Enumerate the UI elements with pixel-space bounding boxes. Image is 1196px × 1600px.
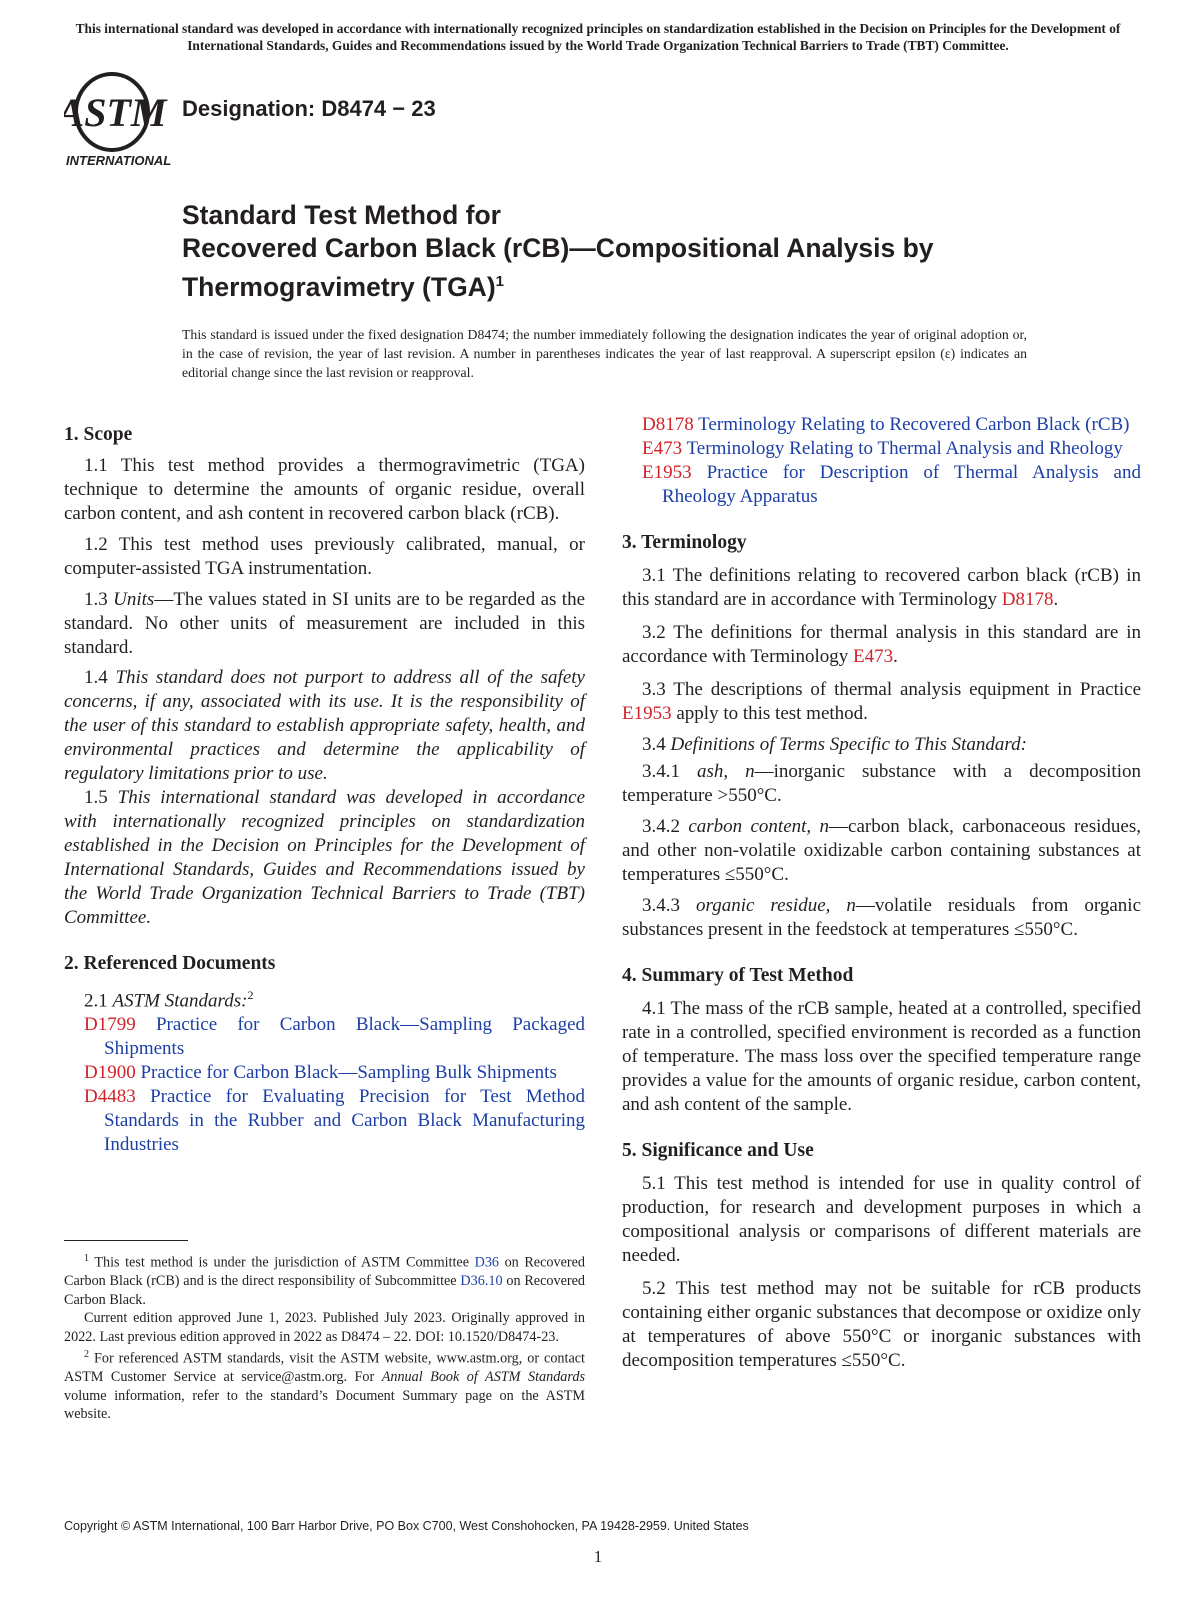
para-3-1-link[interactable]: D8178 xyxy=(1001,589,1054,610)
para-3-4-2-text: —carbon black, carbonaceous residues, and other non-volatile oxidizable carbon containing substances at temperatures ≤550°C. xyxy=(622,816,1141,885)
para-1-4 xyxy=(64,666,585,786)
footnote-2-text: For referenced ASTM standards, visit the ASTM website, www.astm.org, or contact ASTM Customer Service at service@astm.org. For xyxy=(64,1350,585,1386)
para-3-4-2-term: carbon content, n xyxy=(688,816,830,837)
para-2-1-num: 2.1 xyxy=(84,990,113,1012)
para-3-4-1-text: —inorganic substance with a decomposition temperature >550°C. xyxy=(622,761,1141,806)
para-3-2-link[interactable]: E473 xyxy=(853,646,894,667)
para-2-1-term: ASTM Standards: xyxy=(112,990,248,1012)
para-3-4-1-num: 3.4.1 xyxy=(642,761,697,782)
ref-e473[interactable] xyxy=(622,437,1141,461)
ref-code[interactable]: D8178 xyxy=(642,414,694,435)
para-3-2: 3.2 The definitions for thermal analysis in this standard are in accordance with Terminology E473. xyxy=(622,622,1141,667)
ref-title[interactable]: Practice for Carbon Black—Sampling Bulk Shipments xyxy=(140,1062,557,1084)
footnote-1-text-c: on Recovered Carbon Black. xyxy=(64,1273,585,1308)
title-line-1: Standard Test Method for xyxy=(182,200,501,230)
section-3-heading: 3. Terminology xyxy=(622,532,747,553)
para-3-4-term: Definitions of Terms Specific to This Standard: xyxy=(670,734,1027,755)
right-column xyxy=(622,414,1141,1373)
logo-bottom-text: INTERNATIONAL xyxy=(66,153,172,168)
para-3-2-text: 3.2 The definitions for thermal analysis in this standard are in accordance with Terminology xyxy=(622,622,1141,667)
footnote-1-text: This test method is under the jurisdiction of ASTM Committee xyxy=(94,1254,475,1271)
footnote-2-mark: 2 xyxy=(84,1349,89,1361)
para-3-4-2 xyxy=(622,815,1141,887)
ref-title[interactable]: Practice for Carbon Black—Sampling Packaged Shipments xyxy=(104,1014,586,1060)
footnotes xyxy=(64,1250,585,1424)
para-1-3-num: 1.3 xyxy=(84,589,114,610)
header-notice: This international standard was developed in accordance with internationally recognized principles on standardization established in the Decision on Principles for the Development of International Standards, Guides and Recommendations issued by the World Trade Organization Technical Barriers to Trade (TBT) Committee. xyxy=(75,21,1121,53)
ref-d4483[interactable] xyxy=(64,1085,585,1157)
para-3-4-3-text: —volatile residuals from organic substances present in the feedstock at temperatures ≤550°C. xyxy=(622,895,1141,940)
title-footnote-mark: 1 xyxy=(495,273,504,290)
section-2-heading: 2. Referenced Documents xyxy=(64,953,276,974)
para-1-3-text: —The values stated in SI units are to be regarded as the standard. No other units of measurement are included in this standard. xyxy=(64,589,586,658)
para-3-4-1-term: ash, n xyxy=(697,761,755,782)
para-3-4-2-num: 3.4.2 xyxy=(642,816,689,837)
ref-e1953[interactable] xyxy=(622,461,1141,509)
para-4-1: 4.1 The mass of the rCB sample, heated at a controlled, specified rate in a controlled, specified environment is recorded as a function of temperature. The mass loss over the specified temperature range provides a value for the amounts of organic residue, carbon content, and ash content of the sample. xyxy=(622,998,1141,1115)
section-1-heading: 1. Scope xyxy=(64,424,133,445)
para-3-3 xyxy=(622,678,1141,726)
para-3-4-3-num: 3.4.3 xyxy=(642,895,697,916)
para-3-3-text-end: apply to this test method. xyxy=(671,703,868,724)
para-3-4-1 xyxy=(622,760,1141,808)
committee-link[interactable]: D36 xyxy=(474,1254,500,1271)
para-5-1: 5.1 This test method is intended for use in quality control of production, for research and development purposes in which a compositional analysis or comparisons of different materials are needed. xyxy=(622,1173,1141,1266)
ref-title[interactable]: Practice for Description of Thermal Analysis and Rheology Apparatus xyxy=(662,462,1141,507)
document-title xyxy=(182,199,1082,304)
para-3-1: 3.1 The definitions relating to recovered carbon black (rCB) in this standard are in accordance with Terminology D8178. xyxy=(622,565,1141,610)
para-5-2: 5.2 This test method may not be suitable for rCB products containing either organic substances that decompose or oxidize only at temperatures of above 550°C or inorganic substances with decomposition temperatures ≤550°C. xyxy=(622,1278,1141,1371)
ref-d1900[interactable] xyxy=(64,1061,585,1085)
para-1-5-num: 1.5 xyxy=(84,787,118,808)
ref-title[interactable]: Practice for Evaluating Precision for Test Method Standards in the Rubber and Carbon Black Manufacturing Industries xyxy=(104,1086,585,1156)
left-column xyxy=(64,423,585,1157)
para-2-1-footnote-mark: 2 xyxy=(247,988,254,1002)
section-5-heading: 5. Significance and Use xyxy=(622,1140,814,1161)
para-1-4-num: 1.4 xyxy=(84,667,116,688)
title-line-2: Recovered Carbon Black (rCB)—Compositional Analysis by xyxy=(182,233,934,263)
footnote-2-italic: Annual Book of ASTM Standards xyxy=(381,1369,585,1386)
para-3-4 xyxy=(622,733,1141,757)
title-line-3 xyxy=(182,265,1082,304)
astm-logo-icon xyxy=(64,70,174,170)
para-1-2: 1.2 This test method uses previously calibrated, manual, or computer-assisted TGA instrumentation. xyxy=(64,534,585,579)
footnote-1-edition: Current edition approved June 1, 2023. Published July 2023. Originally approved in 2022. Last previous edition approved in 2022 as D8474 – 22. DOI: 10.1520/D8474-23. xyxy=(64,1310,585,1345)
ref-code[interactable]: E1953 xyxy=(642,462,692,483)
footnote-2-text-b: volume information, refer to the standard’s Document Summary page on the ASTM website. xyxy=(64,1387,585,1423)
ref-code[interactable]: E473 xyxy=(642,438,683,459)
title-line-3-text: Thermogravimetry (TGA) xyxy=(182,271,496,302)
ref-d8178[interactable] xyxy=(622,413,1141,437)
para-3-3-text: 3.3 The descriptions of thermal analysis equipment in Practice xyxy=(642,679,1141,700)
footnote-2 xyxy=(64,1346,585,1424)
ref-code[interactable]: D4483 xyxy=(84,1086,136,1108)
ref-code[interactable]: D1799 xyxy=(84,1014,136,1036)
footnote-1 xyxy=(64,1250,585,1309)
para-1-4-text: This standard does not purport to address all of the safety concerns, if any, associated with its use. It is the responsibility of the user of this standard to establish appropriate safety, health, and environmental practices and determine the applicability of regulatory limitations prior to use. xyxy=(64,667,585,784)
ref-code[interactable]: D1900 xyxy=(84,1062,136,1084)
designation: Designation: D8474 − 23 xyxy=(182,96,436,121)
para-2-1 xyxy=(64,983,585,1013)
para-1-3 xyxy=(64,588,585,660)
para-3-4-3-term: organic residue, n xyxy=(696,895,856,916)
logo-top-text: ASTM xyxy=(64,90,167,135)
para-1-5-text: This international standard was developed in accordance with internationally recognized principles on standardization established in the Decision on Principles for the Development of International Standards, Guides and Recommendations issued by the World Trade Organization Technical Barriers to Trade (TBT) Committee. xyxy=(64,787,586,928)
ref-title[interactable]: Terminology Relating to Thermal Analysis and Rheology xyxy=(686,438,1123,459)
section-4-heading: 4. Summary of Test Method xyxy=(622,965,854,986)
footnote-divider xyxy=(64,1240,188,1241)
para-3-4-3 xyxy=(622,894,1141,942)
subcommittee-link[interactable]: D36.10 xyxy=(460,1273,503,1290)
para-3-1-text: 3.1 The definitions relating to recovered carbon black (rCB) in this standard are in accordance with Terminology xyxy=(622,565,1141,610)
astm-logo xyxy=(64,70,174,170)
ref-d1799[interactable] xyxy=(64,1013,585,1061)
ref-title[interactable]: Terminology Relating to Recovered Carbon Black (rCB) xyxy=(698,414,1130,435)
para-1-5 xyxy=(64,786,585,930)
para-3-3-link[interactable]: E1953 xyxy=(622,703,672,724)
para-1-1: 1.1 This test method provides a thermogravimetric (TGA) technique to determine the amounts of organic residue, overall carbon content, and ash content in recovered carbon black (rCB). xyxy=(64,455,585,524)
copyright: Copyright © ASTM International, 100 Barr Harbor Drive, PO Box C700, West Conshohocken, PA 19428-2959. United States xyxy=(64,1519,749,1533)
issuance-statement: This standard is issued under the fixed designation D8474; the number immediately following the designation indicates the year of original adoption or, in the case of revision, the year of last revision. A number in parentheses indicates the year of last reapproval. A superscript epsilon (ε) indicates an editorial change since the last revision or reapproval. xyxy=(182,327,1027,380)
para-3-4-num: 3.4 xyxy=(642,734,671,755)
footnote-1-mark: 1 xyxy=(84,1253,89,1264)
para-1-3-term: Units xyxy=(113,589,155,610)
footnote-1-text-b: on Recovered Carbon Black (rCB) and is the direct responsibility of Subcommittee xyxy=(64,1254,585,1290)
page-number: 1 xyxy=(593,1547,603,1566)
